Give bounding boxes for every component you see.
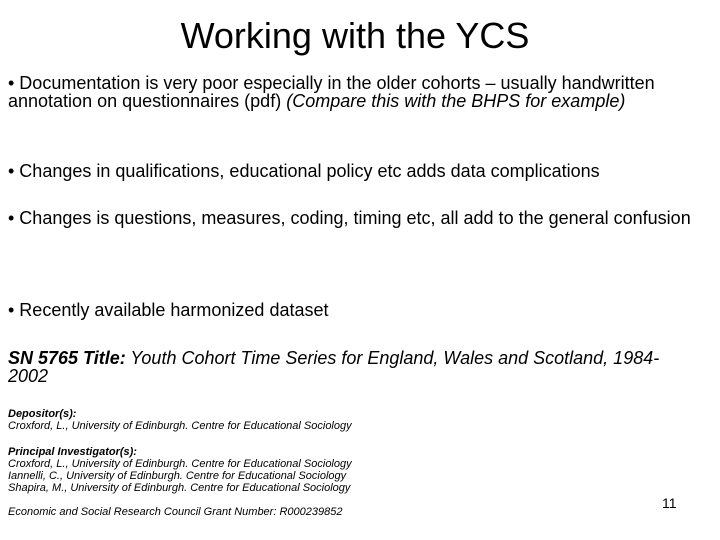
depositor-block [8, 408, 608, 432]
depositor-line: Croxford, L., University of Edinburgh. Centre for Educational Sociology [8, 420, 352, 432]
sn-text: Youth Cohort Time Series for England, Wales and Scotland, 1984-2002 [8, 348, 660, 386]
slide-title: Working with the YCS [180, 15, 530, 56]
bullet-documentation-note: (Compare this with the BHPS for example) [281, 91, 626, 111]
depositor-heading: Depositor(s): [8, 408, 77, 420]
bullet-documentation-text: • Documentation is very poor especially in the older cohorts – usually handwritten annotation on questionnaires (pdf) [8, 73, 655, 111]
page-number: 11 [662, 495, 677, 511]
sn-title [8, 349, 698, 385]
investigators-heading: Principal Investigator(s): [8, 446, 137, 458]
bullet-questions: • Changes is questions, measures, coding, timing etc, all add to the general confusion [8, 208, 691, 228]
investigator-line: Shapira, M., University of Edinburgh. Centre for Educational Sociology [8, 482, 351, 494]
investigator-line: Croxford, L., University of Edinburgh. Centre for Educational Sociology [8, 458, 352, 470]
sn-label: SN 5765 Title: [8, 348, 126, 368]
investigator-line: Iannelli, C., University of Edinburgh. Centre for Educational Sociology [8, 470, 347, 482]
bullet-qualifications: • Changes in qualifications, educational policy etc adds data complications [8, 161, 600, 181]
grant-number: Economic and Social Research Council Grant Number: R000239852 [8, 506, 343, 518]
bullet-documentation [8, 74, 698, 110]
investigators-block [8, 446, 608, 494]
bullet-harmonized-dataset: • Recently available harmonized dataset [8, 300, 329, 320]
